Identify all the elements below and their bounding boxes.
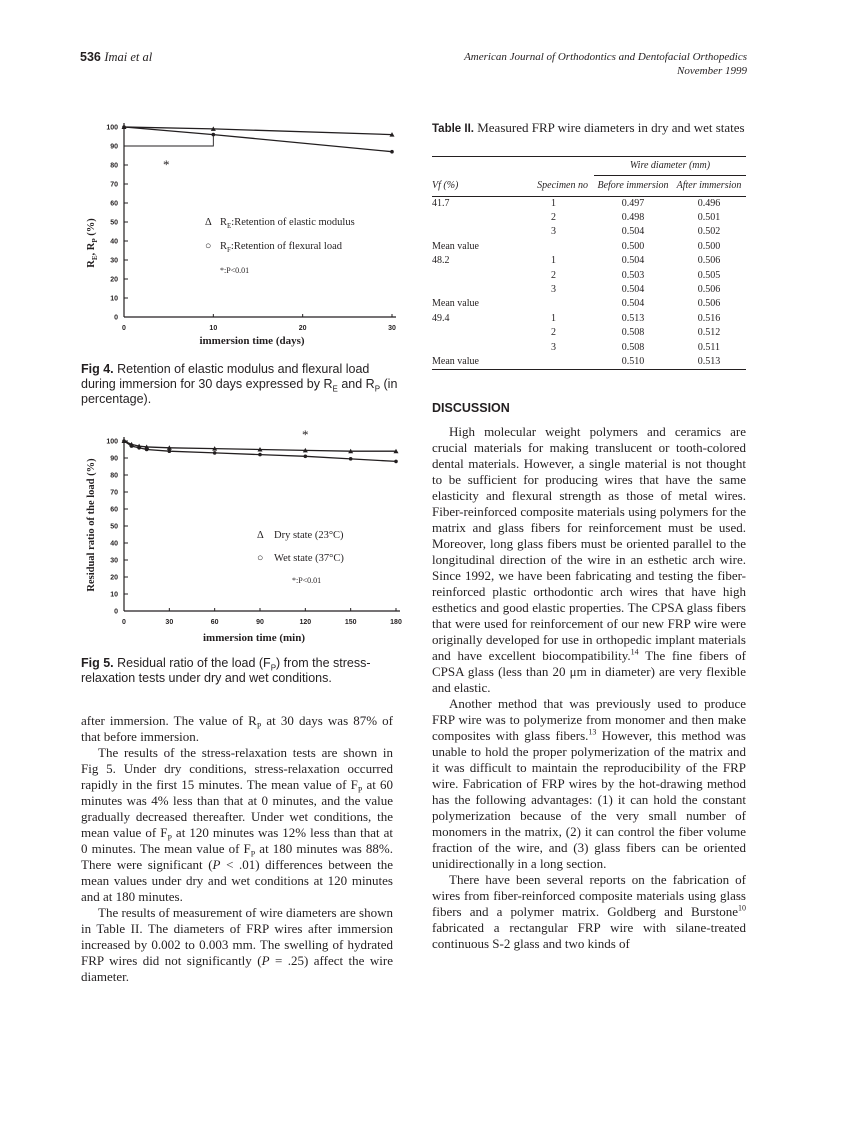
table-cell-vf: 48.2 xyxy=(432,255,450,267)
svg-text:RE:Retention of elastic modulu: $R_E:Retention$ of elastic modulus xyxy=(220,217,355,230)
svg-text:Dry state (23°C): Dry state (23°C) xyxy=(274,530,344,541)
x-tick-label: 0 xyxy=(122,619,126,626)
figure-4-caption: Fig 4. Retention of elastic modulus and flexural load during immersion for 30 days expressed by $R_E$ and $R_P$ (in percentage). xyxy=(81,362,398,406)
data-point xyxy=(122,125,126,129)
data-point xyxy=(394,460,398,464)
table-row xyxy=(432,312,746,326)
table-cell-vf xyxy=(432,225,514,239)
table-cell-vf: 41.7 xyxy=(432,197,450,209)
figure-4-chart xyxy=(78,115,408,355)
y-tick-label: 70 xyxy=(110,181,118,189)
figure-5-caption: Fig 5. Residual ratio of the load $(F_P)$ from the stress-relaxation tests under dry and wet conditions. xyxy=(81,656,371,685)
paragraph: Another method that was previously used to produce FRP wire was to polymerize from monomer and then make composites with glass fibers.$^{13}$ However, this method was unable to hold the proper polymerization of the matrix and it was difficult to maintain the reproducibility of the FRP wire. Fabrication of FRP wires by the hot-drawing method has the following advantages: (1) it can hold the constant polymerization because of the very small number of monomers in the matrix, (2) it can control the fiber volume fraction of the wire, and (3) glass fibers can be oriented unidirectionally in a long section. xyxy=(432,696,746,871)
y-tick-label: 80 xyxy=(110,162,118,170)
table-cell-after: 0.513 xyxy=(697,355,721,367)
table-cell-after: 0.501 xyxy=(697,212,721,224)
x-tick-label: 30 xyxy=(165,619,174,626)
data-point xyxy=(213,451,217,455)
y-tick-label: 50 xyxy=(110,523,118,531)
error-bracket xyxy=(124,135,213,146)
x-tick-label: 120 xyxy=(299,619,312,626)
page-header-left xyxy=(80,50,152,65)
y-tick-label: 0 xyxy=(114,608,118,616)
data-point xyxy=(137,446,141,450)
y-tick-label: 50 xyxy=(110,219,118,227)
y-tick-label: 60 xyxy=(110,506,118,514)
table-cell-after: 0.506 xyxy=(697,298,721,310)
journal-name: American Journal of Orthodontics and Dentofacial Orthopedics xyxy=(464,51,747,63)
y-tick-label: 0 xyxy=(114,314,118,322)
circle-marker-icon: ○ xyxy=(257,553,264,564)
triangle-marker-icon: Δ xyxy=(257,530,264,541)
x-tick-label: 60 xyxy=(210,619,219,626)
data-point xyxy=(258,453,262,457)
table-cell-after: 0.506 xyxy=(697,284,721,296)
x-tick-label: 0 xyxy=(122,325,126,332)
table-cell-after: 0.512 xyxy=(697,327,721,339)
table-cell-spec: 1 xyxy=(551,255,556,267)
paragraph: High molecular weight polymers and ceramics are crucial materials for making translucent or tooth-colored dental materials. However, a single material is not thought to be sufficient for producing wires that have the same elasticity and flexural strength as those of metal wires. Fiber-reinforced composite materials using polymers for the matrix and glass fibers for reinforcement must be used. Moreover, long glass fibers must be oriented parallel to the longitudinal direction of the wire in an esthetic arch wire. Since 1992, we have been fabricating and testing the fiber-reinforced plastic orthodontic arch wires that have high esthetics and good elastic properties. The CPSA glass fibers that were used for reinforcement of our new FRP wire were originally developed for use in orthopedic implant materials and have excellent biocompatibility.$^{14}$ The fine fibers of CPSA glass (less than 20 μm in diameter) are very flexible and elastic. xyxy=(432,424,746,695)
page-number: 536 xyxy=(80,50,101,64)
triangle-marker-icon: Δ xyxy=(205,217,212,228)
table-cell-before: 0.500 xyxy=(621,240,645,252)
y-tick-label: 70 xyxy=(110,489,118,497)
table-row xyxy=(432,268,746,282)
data-point xyxy=(145,448,149,452)
table-cell-vf: Mean value xyxy=(432,240,479,252)
paragraph: The results of measurement of wire diameters are shown in Table II. The diameters of FRP wires after immersion increased by 0.002 to 0.003 mm. The swelling of hydrated FRP wires did not significantly (P = .25) affect the wire diameter. xyxy=(81,905,393,984)
y-tick-label: 10 xyxy=(110,591,118,599)
table-row xyxy=(432,240,746,254)
data-point xyxy=(390,150,394,154)
y-tick-label: 20 xyxy=(110,574,118,582)
fig4-series xyxy=(122,125,395,154)
table-cell-after: 0.511 xyxy=(697,341,721,353)
fig5-x-axis-label: immersion time (min) xyxy=(202,632,306,644)
table-row xyxy=(432,297,746,311)
table-cell-after: 0.505 xyxy=(697,269,721,281)
table-2-title: Table II. Measured FRP wire diameters in dry and wet states xyxy=(432,120,745,135)
fig4-significance-note: *:P<0.01 xyxy=(220,266,250,275)
x-tick-label: 180 xyxy=(390,619,402,626)
right-column-text xyxy=(432,424,746,952)
svg-text:Wet state (37°C): Wet state (37°C) xyxy=(274,553,344,564)
table-cell-vf xyxy=(432,326,514,340)
data-point xyxy=(130,444,134,448)
table-cell-vf: Mean value xyxy=(432,355,479,367)
y-tick-label: 30 xyxy=(110,257,118,265)
table-row xyxy=(432,211,746,225)
y-tick-label: 100 xyxy=(106,124,118,132)
section-heading-discussion: DISCUSSION xyxy=(432,401,510,415)
fig5-significance-note: *:P<0.01 xyxy=(292,576,322,585)
table-cell-before: 0.504 xyxy=(621,298,645,310)
table-cell-spec: 2 xyxy=(551,212,556,224)
table-cell-spec xyxy=(514,240,594,254)
table-header-vf: Vf (%) xyxy=(432,179,459,191)
table-header-before: Before immersion xyxy=(597,179,669,191)
svg-text:RF:Retention of flexural load: $R_F:Retention$ of flexural load xyxy=(220,241,343,254)
table-cell-before: 0.510 xyxy=(621,355,645,367)
y-tick-label: 90 xyxy=(110,143,118,151)
fig5-axes xyxy=(106,437,402,626)
table-cell-vf xyxy=(432,283,514,297)
table-cell-vf: Mean value xyxy=(432,298,479,310)
running-authors: Imai et al xyxy=(104,50,153,64)
table-cell-after: 0.496 xyxy=(697,197,721,209)
fig4-x-axis-label: immersion time (days) xyxy=(199,335,305,347)
y-tick-label: 30 xyxy=(110,557,118,565)
table-cell-spec: 2 xyxy=(551,327,556,339)
paragraph: after immersion. The value of $R_P$ at 30 days was 87% of that before immersion. xyxy=(81,713,393,744)
table-row xyxy=(432,355,746,370)
table-cell-vf xyxy=(432,211,514,225)
data-point xyxy=(304,455,308,459)
table-cell-spec xyxy=(514,355,594,370)
table-cell-vf xyxy=(432,340,514,354)
table-cell-before: 0.503 xyxy=(621,269,645,281)
table-row xyxy=(432,340,746,354)
table-row xyxy=(432,283,746,297)
table-cell-before: 0.504 xyxy=(621,284,645,296)
table-cell-spec: 3 xyxy=(551,284,556,296)
table-cell-after: 0.516 xyxy=(697,312,721,324)
fig5-legend xyxy=(257,530,344,585)
table-cell-before: 0.497 xyxy=(621,197,645,209)
left-column-text xyxy=(81,713,393,985)
table-cell-after: 0.502 xyxy=(697,226,721,238)
issue-date: November 1999 xyxy=(677,65,747,77)
paragraph: The results of the stress-relaxation tests are shown in Fig 5. Under dry conditions, stress-relaxation occurred rapidly in the first 15 minutes. The mean value of $F_P$ at 60 minutes was 4% less than that at 0 minutes, and the value gradually decreased thereafter. Under wet conditions, the mean value of $F_P$ at 120 minutes was 12% less than that at 0 minutes. The mean value of $F_P$ at 180 minutes was 88%. There were significant (P < .01) differences between the mean values under dry and wet conditions at 120 minutes and at 180 minutes. xyxy=(81,745,394,904)
fig4-legend xyxy=(205,217,355,275)
y-tick-label: 80 xyxy=(110,472,118,480)
table-cell-vf xyxy=(432,268,514,282)
figure-5-chart xyxy=(78,425,408,650)
table-cell-spec: 3 xyxy=(551,226,556,238)
x-tick-label: 30 xyxy=(388,325,396,332)
table-row xyxy=(432,326,746,340)
table-cell-spec: 1 xyxy=(551,312,556,324)
x-tick-label: 90 xyxy=(256,619,264,626)
table-row xyxy=(432,196,746,211)
table-cell-before: 0.504 xyxy=(621,226,645,238)
table-cell-before: 0.513 xyxy=(621,312,645,324)
data-point xyxy=(168,449,172,453)
y-tick-label: 40 xyxy=(110,238,118,246)
table-header-after: After immersion xyxy=(676,179,742,191)
paragraph: There have been several reports on the fabrication of wires from fiber-reinforced composite materials using glass fibers and a polymer matrix. Goldberg and Burstone$^{10}$ fabricated a rectangular FRP wire with silane-treated continuous S-2 glass and two kinds of xyxy=(432,872,746,951)
table-row xyxy=(432,225,746,239)
y-tick-label: 10 xyxy=(110,295,118,303)
y-tick-label: 100 xyxy=(106,438,118,446)
fig4-significance-star: * xyxy=(163,157,170,172)
table-cell-spec: 3 xyxy=(551,341,556,353)
y-tick-label: 20 xyxy=(110,276,118,284)
table-cell-after: 0.506 xyxy=(697,255,721,267)
table-cell-spec xyxy=(514,297,594,311)
table-cell-before: 0.504 xyxy=(621,255,645,267)
table-cell-before: 0.508 xyxy=(621,341,645,353)
y-tick-label: 40 xyxy=(110,540,118,548)
y-tick-label: 60 xyxy=(110,200,118,208)
table-cell-spec: 1 xyxy=(551,197,556,209)
fig5-significance-star: * xyxy=(302,427,309,442)
y-tick-label: 90 xyxy=(110,455,118,463)
x-tick-label: 10 xyxy=(209,325,218,332)
fig5-series xyxy=(122,439,399,464)
table-group-header: Wire diameter (mm) xyxy=(594,157,746,176)
table-cell-before: 0.498 xyxy=(621,212,645,224)
fig4-y-axis-label xyxy=(86,218,99,268)
fig5-y-axis-label: Residual ratio of the load (%) xyxy=(86,458,97,592)
table-cell-after: 0.500 xyxy=(697,240,721,252)
table-2 xyxy=(432,156,746,372)
page-header-right xyxy=(464,50,747,78)
table-row xyxy=(432,254,746,268)
table-header-specimen: Specimen no xyxy=(537,179,588,191)
x-tick-label: 20 xyxy=(298,325,307,332)
svg-text:RE, RP (%): $R_E$, $R_P$ (%) xyxy=(86,218,99,268)
circle-marker-icon: ○ xyxy=(205,241,212,252)
table-cell-before: 0.508 xyxy=(621,327,645,339)
data-point xyxy=(122,439,126,443)
x-tick-label: 150 xyxy=(344,619,357,626)
data-point xyxy=(349,457,353,461)
table-cell-spec: 2 xyxy=(551,269,556,281)
table-cell-vf: 49.4 xyxy=(432,312,450,324)
